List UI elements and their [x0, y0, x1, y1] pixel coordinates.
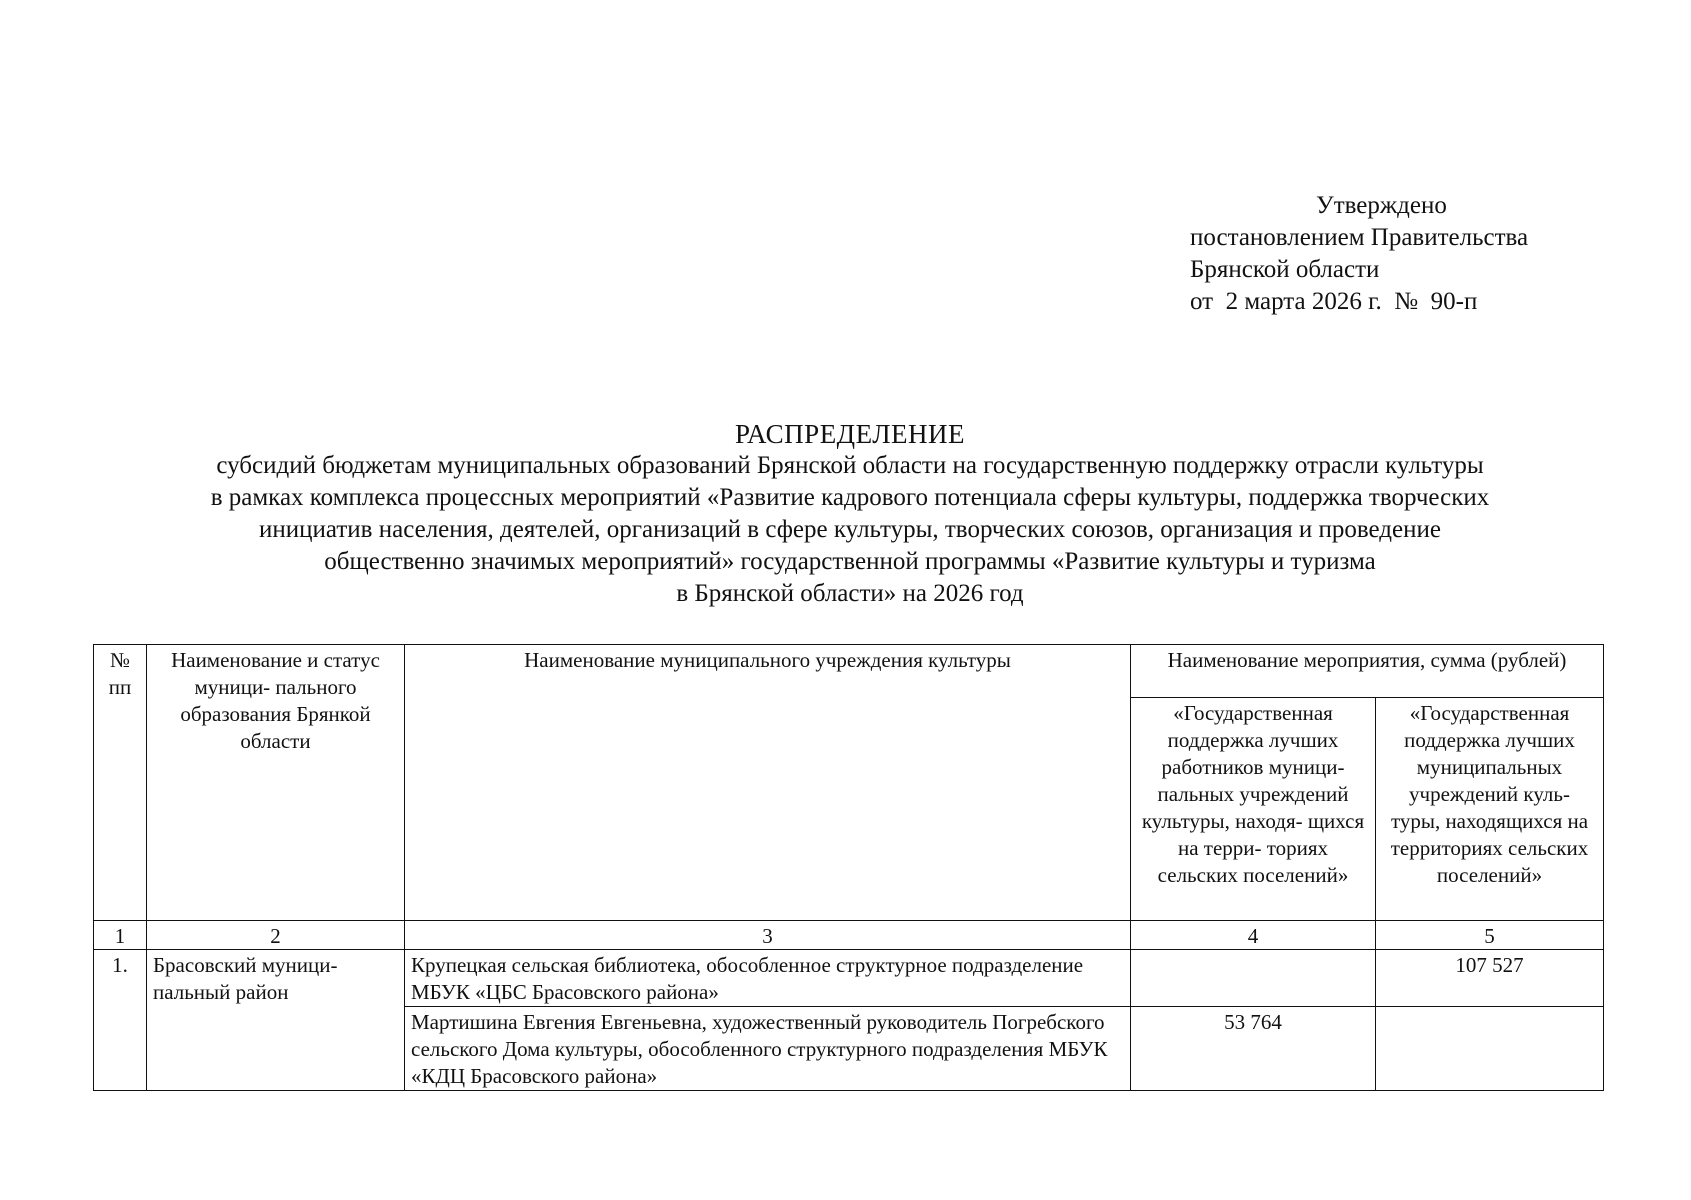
row-institution: Мартишина Евгения Евгеньевна, художественный руководитель Погребского сельского Дома культуры, обособленного структурного подразделения МБУК «КДЦ Брасовского района» [405, 1007, 1131, 1091]
heading-line: в Брянской области» на 2026 год [676, 580, 1024, 607]
approval-line-3: Брянской области [1190, 256, 1380, 283]
row-col5-value: 107 527 [1376, 950, 1604, 1007]
distribution-table [93, 644, 1604, 1091]
heading-line: общественно значимых мероприятий» государственной программы «Развитие культуры и туризма [324, 548, 1376, 575]
document-title: РАСПРЕДЕЛЕНИЕ [734, 419, 966, 449]
heading-line: инициатив населения, деятелей, организаций в сфере культуры, творческих союзов, организация и проведение [259, 516, 1441, 543]
column-number: 1 [94, 921, 147, 950]
header-col5: «Государственная поддержка лучших муниципальных учреждений куль- туры, находящихся на территориях сельских поселений» [1376, 698, 1604, 921]
header-event-group: Наименование мероприятия, сумма (рублей) [1131, 645, 1604, 698]
column-number: 5 [1376, 921, 1604, 950]
approval-line-4: от 2 марта 2026 г. № 90-п [1190, 288, 1478, 315]
row-municipality: Брасовский муници- пальный район [147, 950, 405, 1091]
header-municipality: Наименование и статус муници- пального образования Брянкой области [147, 645, 405, 921]
row-num: 1. [94, 950, 147, 1091]
table-row [94, 950, 1604, 1007]
approval-stamp [1190, 190, 1528, 318]
approval-line-2: постановлением Правительства [1190, 224, 1529, 251]
header-col4: «Государственная поддержка лучших работников муници- пальных учреждений культуры, находя- щихся на терри- ториях сельских поселений» [1131, 698, 1376, 921]
column-number: 3 [405, 921, 1131, 950]
row-col4-value [1131, 950, 1376, 1007]
document-heading [60, 418, 1640, 610]
heading-line: в рамках комплекса процессных мероприятий «Развитие кадрового потенциала сферы культуры, поддержка творческих [210, 484, 1490, 511]
column-number-row [94, 921, 1604, 950]
heading-line: субсидий бюджетам муниципальных образований Брянской области на государственную поддержку отрасли культуры [216, 452, 1484, 479]
approval-line-1: Утверждено [1316, 192, 1447, 219]
row-col4-value: 53 764 [1131, 1007, 1376, 1091]
header-num: № пп [94, 645, 147, 921]
column-number: 2 [147, 921, 405, 950]
row-institution: Крупецкая сельская библиотека, обособленное структурное подразделение МБУК «ЦБС Брасовского района» [405, 950, 1131, 1007]
header-institution: Наименование муниципального учреждения культуры [405, 645, 1131, 921]
column-number: 4 [1131, 921, 1376, 950]
table-header-row [94, 645, 1604, 698]
row-col5-value [1376, 1007, 1604, 1091]
